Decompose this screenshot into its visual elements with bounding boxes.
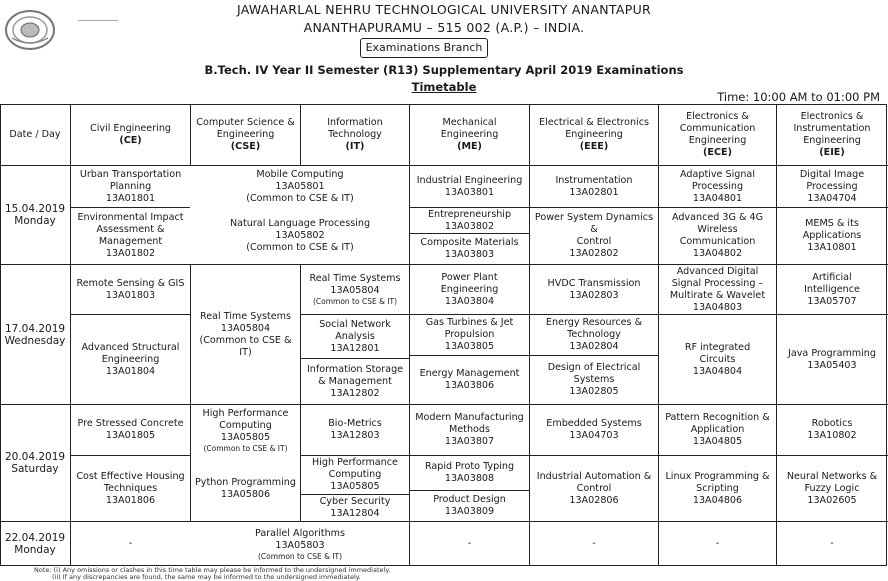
subject-cell: Cost Effective Housing Techniques 13A01806 xyxy=(76,470,185,506)
subject-cell: - xyxy=(128,538,133,549)
subject-cell: Energy Resources & Technology 13A02804 xyxy=(545,317,643,352)
subject-cell: Artificial Intelligence 13A05707 xyxy=(804,271,860,307)
subject-cell: Cyber Security 13A12804 xyxy=(319,496,391,519)
header-ce: Civil Engineering (CE) xyxy=(90,123,171,146)
subject-cell: Advanced 3G & 4G Wireless Communication 13A04802 xyxy=(671,212,764,259)
header-it: Information Technology (IT) xyxy=(327,117,383,152)
subject-cell: Bio-Metrics 13A12803 xyxy=(328,418,382,441)
subject-cell: Design of Electrical Systems 13A02805 xyxy=(547,362,641,397)
header-ece: Electronics & Communication Engineering (ECE) xyxy=(679,111,756,158)
footnote-1: Note: (i) Any omissions or clashes in this time table may please be informed to the undersigned immediately. xyxy=(34,566,391,574)
exam-time: Time: 10:00 AM to 01:00 PM xyxy=(717,90,880,104)
header-eee: Electrical & Electronics Engineering (EEE) xyxy=(539,117,649,152)
timetable-heading: Timetable xyxy=(411,80,477,94)
subject-cell: Power Plant Engineering 13A03804 xyxy=(440,271,499,307)
subject-cell: Java Programming 13A05403 xyxy=(788,347,876,371)
subject-cell: HVDC Transmission 13A02803 xyxy=(547,277,641,301)
subject-cell: Industrial Automation & Control 13A02806 xyxy=(536,470,652,506)
subject-cell: High Performance Computing 13A05805 (Common to CSE & IT) xyxy=(202,407,289,453)
subject-cell: Parallel Algorithms 13A05803 (Common to CSE & IT) xyxy=(255,527,345,561)
subject-cell: Remote Sensing & GIS 13A01803 xyxy=(76,277,185,301)
subject-cell: - xyxy=(715,538,720,549)
exam-title: B.Tech. IV Year II Semester (R13) Supplementary April 2019 Examinations xyxy=(204,63,684,77)
header-cse: Computer Science & Engineering (CSE) xyxy=(196,117,295,152)
subject-cell: Robotics 13A10802 xyxy=(807,418,857,441)
subject-cell: Embedded Systems 13A04703 xyxy=(546,418,642,441)
subject-cell: Natural Language Processing 13A05802 (Common to CSE & IT) xyxy=(229,218,371,253)
subject-cell: Python Programming 13A05806 xyxy=(195,476,296,500)
subject-cell: Rapid Proto Typing 13A03808 xyxy=(424,461,515,484)
subject-cell: Gas Turbines & Jet Propulsion 13A03805 xyxy=(425,317,514,352)
subject-cell: Adaptive Signal Processing 13A04801 xyxy=(680,168,755,204)
subject-cell: Environmental Impact Assessment & Management 13A01802 xyxy=(77,212,184,259)
header-eie: Electronics & Instrumentation Engineering (EIE) xyxy=(793,111,871,158)
subject-cell: Industrial Engineering 13A03801 xyxy=(416,174,523,198)
university-address: ANANTHAPURAMU – 515 002 (A.P.) – INDIA. xyxy=(303,20,585,35)
subject-cell: Neural Networks & Fuzzy Logic 13A02605 xyxy=(786,470,878,506)
subject-cell: Real Time Systems 13A05804 (Common to CSE & IT) xyxy=(309,273,401,306)
subject-cell: Linux Programming & Scripting 13A04806 xyxy=(665,470,770,506)
subject-cell: Power System Dynamics & Control 13A02802 xyxy=(534,212,654,259)
date-cell: 20.04.2019 Saturday xyxy=(4,451,66,475)
date-cell: 22.04.2019 Monday xyxy=(4,532,66,556)
subject-cell: - xyxy=(467,538,472,549)
date-cell: 15.04.2019 Monday xyxy=(4,203,66,227)
subject-cell: Advanced Structural Engineering 13A01804 xyxy=(81,341,180,377)
subject-cell: Mobile Computing 13A05801 (Common to CSE & IT) xyxy=(246,168,354,204)
subject-cell: Social Network Analysis 13A12801 xyxy=(319,318,391,354)
header-me: Mechanical Engineering (ME) xyxy=(440,117,499,152)
subject-cell: RF integrated Circuits 13A04804 xyxy=(684,341,751,377)
university-name: JAWAHARLAL NEHRU TECHNOLOGICAL UNIVERSITY ANANTAPUR xyxy=(236,2,652,17)
date-cell: 17.04.2019 Wednesday xyxy=(4,322,66,347)
subject-cell: Advanced Digital Signal Processing – Multirate & Wavelet 13A04803 xyxy=(669,265,766,313)
subject-cell: Pattern Recognition & Application 13A04805 xyxy=(665,412,770,447)
subject-cell: Pre Stressed Concrete 13A01805 xyxy=(77,418,184,441)
subject-cell: Real Time Systems 13A05804 (Common to CSE & IT) xyxy=(199,310,292,358)
subject-cell: Modern Manufacturing Methods 13A03807 xyxy=(415,412,524,447)
subject-cell: Instrumentation 13A02801 xyxy=(555,174,633,198)
subject-cell: High Performance Computing 13A05805 xyxy=(312,457,398,492)
subject-cell: - xyxy=(592,538,596,549)
subject-cell: MEMS & its Applications 13A10801 xyxy=(802,218,862,253)
subject-cell: Digital Image Processing 13A04704 xyxy=(799,168,865,204)
subject-cell: Energy Management 13A03806 xyxy=(419,368,520,391)
footnote-2: (ii) If any discrepancies are found, the same may be informed to the undersigned immediately. xyxy=(52,573,361,581)
subject-cell: Product Design 13A03809 xyxy=(433,494,506,517)
examinations-branch-box: Examinations Branch xyxy=(360,38,488,58)
header-date-day: Date / Day xyxy=(9,129,61,140)
subject-cell: - xyxy=(830,538,834,549)
subject-cell: Composite Materials 13A03803 xyxy=(420,237,519,260)
subject-cell: Urban Transportation Planning 13A01801 xyxy=(79,168,182,204)
subject-cell: Entrepreneurship 13A03802 xyxy=(427,208,512,232)
subject-cell: Information Storage & Management 13A12802 xyxy=(306,363,404,399)
